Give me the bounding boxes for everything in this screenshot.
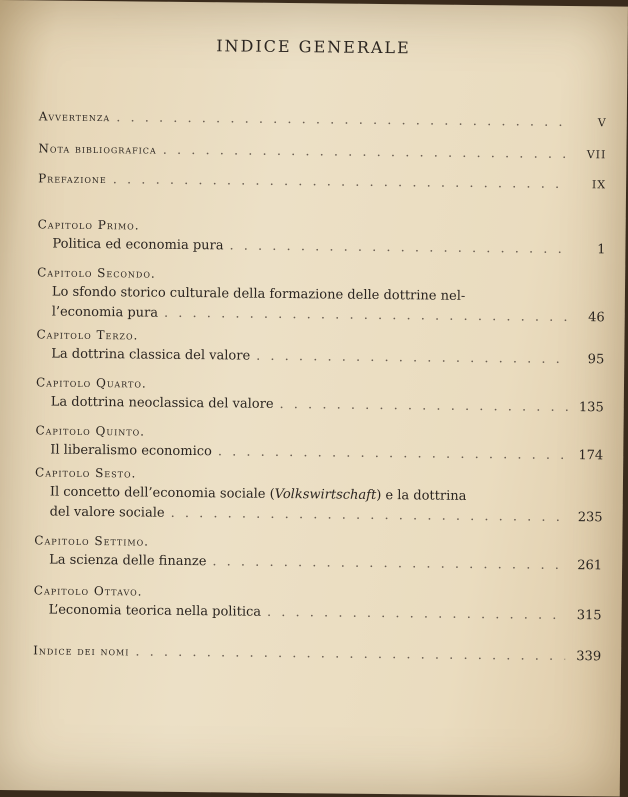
leader-dots — [256, 347, 568, 370]
chapter-title: La dottrina classica del valore — [51, 346, 251, 364]
chapter-heading: Capitolo Sesto. — [34, 465, 137, 481]
chapter-title-part: Il concetto dell’economia sociale ( — [49, 484, 275, 502]
leader-dots — [135, 642, 565, 666]
leader-dots — [267, 603, 566, 626]
leader-dots — [279, 395, 567, 418]
leader-dots — [218, 442, 568, 466]
chapter-heading: Capitolo Ottavo. — [33, 583, 143, 599]
toc-chapter-5 — [35, 420, 603, 466]
page-number: 1 — [597, 242, 606, 258]
chapter-heading: Capitolo Quarto. — [35, 375, 147, 391]
entry-label: Avvertenza — [38, 109, 111, 125]
toc-entry-nota-bibliografica — [38, 138, 606, 165]
chapter-title-italic: Volkswirtschaft — [274, 486, 377, 503]
leader-dots — [212, 552, 566, 576]
page-number: 95 — [587, 352, 605, 368]
chapter-title: Politica ed economia pura — [52, 236, 224, 254]
toc-chapter-2 — [37, 262, 606, 328]
toc-chapter-3 — [36, 324, 604, 370]
chapter-title: L’economia teorica nella politica — [48, 602, 262, 620]
toc-chapter-7 — [34, 530, 602, 576]
entry-label: Indice dei nomi — [33, 643, 130, 659]
page-title: INDICE GENERALE — [216, 36, 411, 58]
chapter-title-part: ) e la dottrina — [376, 487, 467, 504]
entry-label: Prefazione — [38, 171, 107, 187]
page-number: 339 — [576, 649, 602, 665]
toc-chapter-8 — [34, 580, 602, 626]
chapter-heading: Capitolo Settimo. — [34, 533, 150, 549]
page-number: 315 — [576, 608, 602, 624]
leader-dots — [170, 504, 566, 528]
toc-chapter-4 — [36, 372, 604, 418]
page-number: 235 — [577, 510, 603, 526]
chapter-heading: Capitolo Quinto. — [35, 423, 146, 439]
leader-dots — [113, 170, 570, 195]
toc-entry-indice-dei-nomi — [33, 640, 601, 667]
leader-dots — [116, 108, 571, 133]
page-number: VII — [586, 148, 607, 162]
chapter-title: Il liberalismo economico — [50, 442, 212, 460]
toc-chapter-6 — [35, 462, 604, 528]
chapter-title: La dottrina neoclassica del valore — [50, 394, 274, 412]
toc-entry-prefazione — [38, 168, 606, 195]
chapter-heading: Capitolo Primo. — [37, 217, 140, 233]
page-number: V — [597, 116, 607, 130]
page-number: 46 — [588, 310, 605, 326]
leader-dots — [163, 141, 571, 165]
chapter-title: La scienza delle finanze — [49, 552, 207, 570]
chapter-title: Lo sfondo storico culturale della formazione delle dottrine nel- — [51, 284, 466, 304]
page-number: 135 — [578, 400, 604, 416]
page-number: 261 — [577, 558, 603, 574]
chapter-title-cont: l’economia pura — [51, 304, 159, 321]
page-number: IX — [591, 178, 607, 192]
chapter-heading: Capitolo Terzo. — [36, 327, 139, 343]
toc-chapter-1 — [37, 214, 605, 260]
chapter-heading: Capitolo Secondo. — [37, 265, 156, 281]
chapter-title-cont: del valore sociale — [49, 504, 165, 521]
leader-dots — [229, 236, 569, 260]
entry-label: Nota bibliografica — [38, 141, 157, 157]
leader-dots — [164, 304, 569, 328]
page-number: 174 — [578, 448, 604, 464]
toc-entry-avvertenza — [39, 106, 607, 133]
